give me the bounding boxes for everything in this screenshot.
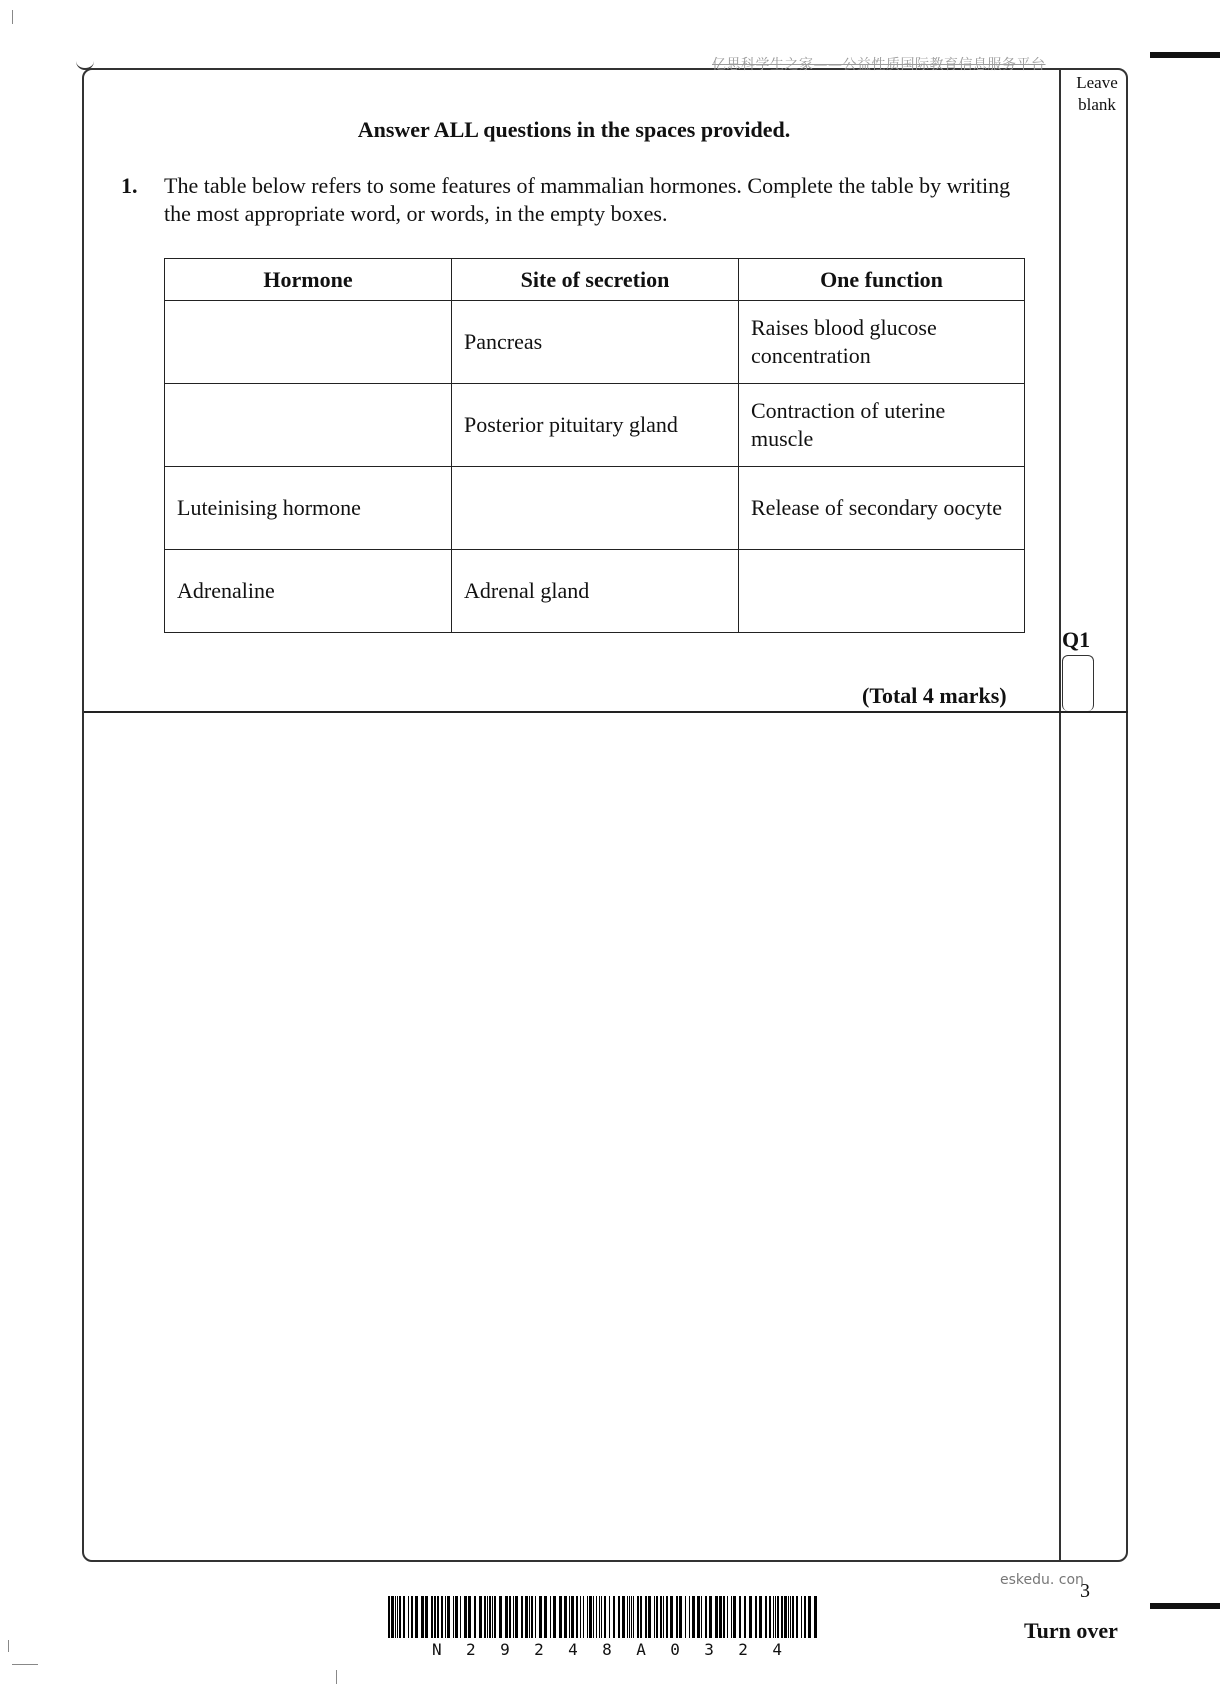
barcode-bar (421, 1596, 424, 1638)
barcode-bar (464, 1596, 467, 1638)
barcode-bar (434, 1596, 436, 1638)
barcode-bar (571, 1596, 574, 1638)
barcode-bar (773, 1596, 774, 1638)
barcode-bar (453, 1596, 454, 1638)
barcode-bar (468, 1596, 471, 1638)
barcode-bar (765, 1596, 767, 1638)
barcode-bar (474, 1596, 476, 1638)
barcode-bar (689, 1596, 690, 1638)
barcode-bar (648, 1596, 651, 1638)
barcode-bar (769, 1596, 771, 1638)
table-cell: Posterior pituitary gland (452, 384, 739, 467)
barcode-bar (388, 1596, 390, 1638)
barcode-bar (679, 1596, 682, 1638)
barcode-char: 0 (670, 1640, 680, 1659)
barcode-bar (535, 1596, 536, 1638)
barcode-bar (697, 1596, 700, 1638)
barcode-char: 8 (602, 1640, 612, 1659)
barcode-bar (515, 1596, 518, 1638)
barcode-char: N (432, 1640, 442, 1659)
barcode-bar (788, 1596, 789, 1638)
total-marks: (Total 4 marks) (862, 683, 1007, 708)
barcode-bar (656, 1596, 658, 1638)
table-cell: Luteinising hormone (165, 467, 452, 550)
marks-box (1062, 655, 1094, 711)
barcode-bar (627, 1596, 628, 1638)
table-cell: Adrenal gland (452, 550, 739, 633)
barcode-bar (576, 1596, 578, 1638)
barcode-bar (633, 1596, 634, 1638)
barcode-char: 2 (534, 1640, 544, 1659)
barcode-bar (550, 1596, 551, 1638)
barcode-bar (397, 1596, 398, 1638)
scan-speck (336, 1670, 337, 1684)
barcode-bar (666, 1596, 668, 1638)
barcode-bar (622, 1596, 625, 1638)
barcode-bar (525, 1596, 528, 1638)
site-answer-box[interactable] (452, 467, 739, 550)
header-hormone: Hormone (165, 259, 452, 301)
hormone-answer-box[interactable] (165, 384, 452, 467)
barcode-bars (388, 1596, 820, 1638)
hormone-answer-box[interactable] (165, 301, 452, 384)
barcode-bar (777, 1596, 779, 1638)
barcode-bar (425, 1596, 428, 1638)
leave-blank-label: Leave blank (1076, 73, 1118, 114)
barcode-bar (755, 1596, 757, 1638)
barcode-bar (654, 1596, 655, 1638)
barcode-bar (685, 1596, 686, 1638)
barcode-bar (637, 1596, 639, 1638)
instructions-heading: Answer ALL questions in the spaces provided. (357, 117, 791, 142)
barcode-bar (808, 1596, 811, 1638)
table-cell: Contraction of uterine muscle (739, 384, 1025, 467)
function-answer-box[interactable] (739, 550, 1025, 633)
barcode-bar (599, 1596, 600, 1638)
barcode-bar (618, 1596, 620, 1638)
barcode-bar (739, 1596, 741, 1638)
barcode-bar (447, 1596, 450, 1638)
scan-speck (12, 10, 13, 24)
barcode-bar (415, 1596, 418, 1638)
question-number: 1. (121, 173, 138, 198)
barcode-bar (589, 1596, 592, 1638)
barcode-bar (715, 1596, 718, 1638)
barcode-bar (489, 1596, 491, 1638)
barcode-bar (411, 1596, 413, 1638)
barcode-bar (403, 1596, 405, 1638)
barcode-bar (492, 1596, 493, 1638)
barcode-text (388, 1640, 820, 1659)
barcode-bar (670, 1596, 673, 1638)
barcode-bar (660, 1596, 662, 1638)
barcode-bar (553, 1596, 556, 1638)
barcode-bar (609, 1596, 610, 1638)
barcode-bar (796, 1596, 798, 1638)
barcode-bar (399, 1596, 401, 1638)
question-text: The table below refers to some features of mammalian hormones. Complete the table by writing the most appropriate word, or words, in the empty boxes. (164, 173, 1011, 226)
barcode-bar (445, 1596, 446, 1638)
barcode-bar (629, 1596, 630, 1638)
barcode-bar (705, 1596, 707, 1638)
barcode-bar (509, 1596, 511, 1638)
barcode-bar (593, 1596, 594, 1638)
barcode-bar (604, 1596, 606, 1638)
barcode-bar (701, 1596, 702, 1638)
barcode-bar (719, 1596, 722, 1638)
barcode-bar (521, 1596, 523, 1638)
barcode-char: 4 (772, 1640, 782, 1659)
barcode-bar (784, 1596, 787, 1638)
hormone-table (164, 258, 1025, 633)
barcode-bar (437, 1596, 439, 1638)
barcode-bar (494, 1596, 496, 1638)
barcode-bar (484, 1596, 486, 1638)
barcode-bar (814, 1596, 817, 1638)
barcode-bar (727, 1596, 728, 1638)
barcode-bar (663, 1596, 664, 1638)
scan-speck (12, 1664, 38, 1665)
barcode-bar (790, 1596, 791, 1638)
scan-speck (8, 1640, 9, 1652)
table-cell: Adrenaline (165, 550, 452, 633)
table-cell: Release of secondary oocyte (739, 467, 1025, 550)
barcode-bar (529, 1596, 530, 1638)
barcode-bar (723, 1596, 725, 1638)
barcode-bar (733, 1596, 736, 1638)
barcode-bar (460, 1596, 461, 1638)
barcode-char: 3 (704, 1640, 714, 1659)
barcode-char: 2 (738, 1640, 748, 1659)
page-number: 3 (1080, 1580, 1090, 1602)
barcode-bar (804, 1596, 806, 1638)
table-cell: Raises blood glucose concentration (739, 301, 1025, 384)
barcode-bar (709, 1596, 712, 1638)
question-divider (84, 711, 1128, 713)
barcode-char: 4 (568, 1640, 578, 1659)
barcode-bar (640, 1596, 642, 1638)
barcode-bar (580, 1596, 581, 1638)
barcode-bar (731, 1596, 732, 1638)
registration-mark (1150, 1603, 1220, 1609)
barcode-bar (613, 1596, 615, 1638)
barcode-bar (487, 1596, 488, 1638)
barcode-bar (479, 1596, 482, 1638)
barcode-bar (564, 1596, 567, 1638)
barcode-bar (744, 1596, 746, 1638)
barcode-bar (792, 1596, 794, 1638)
barcode-bar (801, 1596, 802, 1638)
barcode-bar (499, 1596, 502, 1638)
barcode-bar (631, 1596, 632, 1638)
barcode-bar (391, 1596, 394, 1638)
barcode (388, 1596, 820, 1659)
barcode-bar (544, 1596, 547, 1638)
barcode-bar (455, 1596, 458, 1638)
barcode-bar (513, 1596, 514, 1638)
table-header-row (165, 259, 1025, 301)
barcode-bar (759, 1596, 762, 1638)
barcode-char: 9 (500, 1640, 510, 1659)
table-row (165, 550, 1025, 633)
header-site-of-secretion: Site of secretion (452, 259, 739, 301)
barcode-bar (601, 1596, 602, 1638)
barcode-char: 2 (466, 1640, 476, 1659)
table-cell: Pancreas (452, 301, 739, 384)
barcode-bar (395, 1596, 396, 1638)
header-one-function: One function (739, 259, 1025, 301)
barcode-bar (645, 1596, 647, 1638)
leave-blank-column-divider (1059, 68, 1061, 1562)
barcode-bar (569, 1596, 570, 1638)
site-mark: eskedu. con (1000, 1572, 1084, 1588)
barcode-bar (408, 1596, 409, 1638)
table-row (165, 384, 1025, 467)
question-label: Q1 (1062, 627, 1091, 652)
barcode-bar (781, 1596, 783, 1638)
barcode-bar (531, 1596, 533, 1638)
barcode-char: A (636, 1640, 646, 1659)
barcode-bar (559, 1596, 562, 1638)
barcode-bar (676, 1596, 678, 1638)
turn-over-label: Turn over (1024, 1618, 1118, 1643)
barcode-bar (441, 1596, 443, 1638)
barcode-bar (505, 1596, 508, 1638)
barcode-bar (749, 1596, 752, 1638)
barcode-bar (583, 1596, 584, 1638)
table-row (165, 301, 1025, 384)
barcode-bar (775, 1596, 776, 1638)
barcode-bar (539, 1596, 542, 1638)
barcode-bar (431, 1596, 433, 1638)
watermark: 亿思科学生之家——公益性质国际教育信息服务平台 (712, 57, 1046, 73)
barcode-bar (692, 1596, 695, 1638)
barcode-bar (587, 1596, 588, 1638)
registration-mark (1150, 52, 1220, 58)
barcode-bar (596, 1596, 597, 1638)
table-row (165, 467, 1025, 550)
